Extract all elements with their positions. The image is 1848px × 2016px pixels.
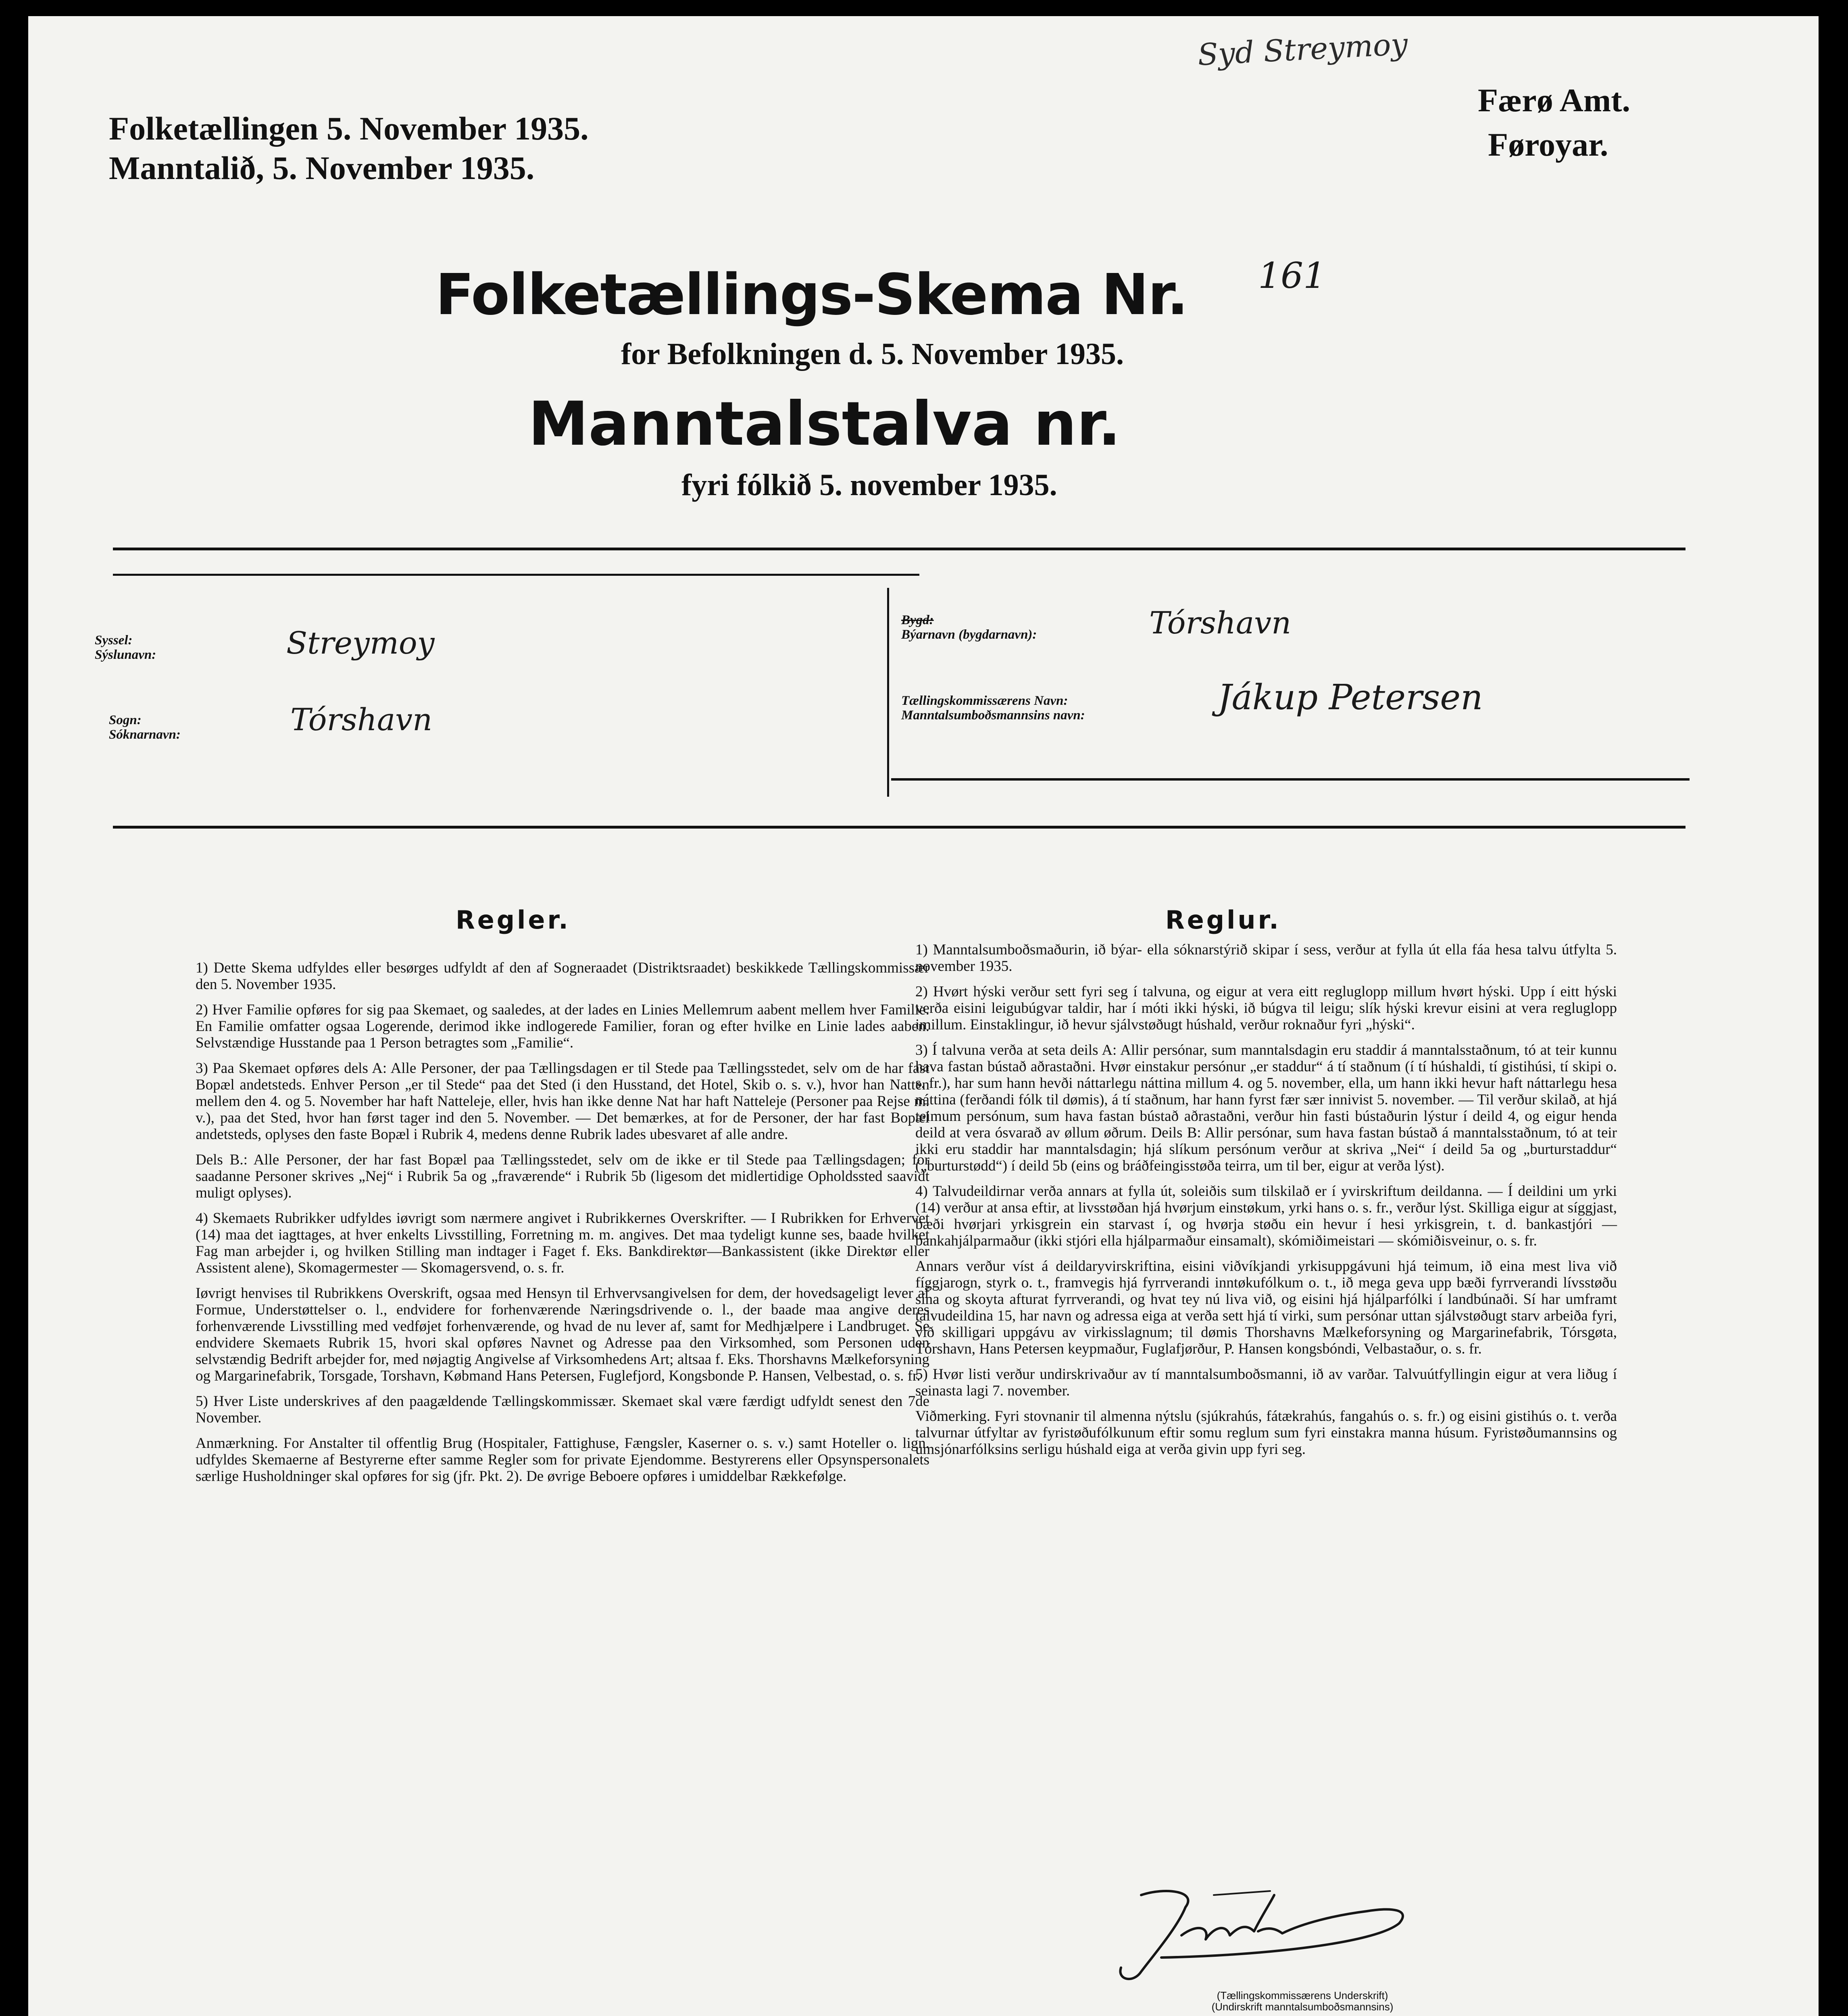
syssel-label-fo: Sýslunavn: [95, 648, 156, 662]
sogn-label-da: Sogn: [109, 713, 142, 727]
top-right-line1: Færø Amt. [1478, 82, 1631, 119]
rules-da-p4b: Iøvrigt henvises til Rubrikkens Overskrift, ogsaa med Hensyn til Erhvervsangivelsen for dem, der hovedsageligt lever af Formue, Understøttelser o. l., endvidere for forhenværende Næringsdrivende o. l., der baade maa angive deres forhenværende Livsstilling med vedføjet forhenværende, og hvad de nu lever af, samt for Medhjælpere i Landbruget. Se endvidere Skemaets Rubrik 15, hvori skal opføres Navnet og Adresse paa den Virksomhed, som Personen uden selvstændig Bedrift arbejder for, med nøjagtig Angivelse af Virksomhedens Art; altsaa f. Eks. Thorshavns Mælkeforsyning og Margarinefabrik, Torsgade, Torshavn, Købmand Hans Petersen, Fuglefjord, Kongsbonde P. Hansen, Velbestad, o. s. fr. [196, 1285, 929, 1384]
rule-top [113, 548, 1685, 550]
commissioner-value: Jákup Petersen [1218, 677, 1483, 718]
signature-caption-da: (Tællingskommissærens Underskrift) [1217, 1989, 1388, 2001]
top-left-line2: Manntalið, 5. November 1935. [109, 150, 535, 186]
bygd-label-fo: Býarnavn (bygdarnavn): [901, 627, 1037, 642]
rules-da-p3: 3) Paa Skemaet opføres dels A: Alle Personer, der paa Tællingsdagen er til Stede paa Tællingsstedet, selv om de har fast Bopæl andetsteds. Enhver Person „er til Stede“ paa det Sted (i den Husstand, det Hotel, Skib o. s. v.), hvor han Natten mellem den 4. og 5. November har haft Natteleje, eller, hvis han ikke denne Nat har haft Natteleje (Personer paa Rejse m. v.), paa det Sted, hvor han først tager ind den 5. November. — Det bemærkes, at for de Personer, der har fast Bopæl andetsteds, oplyses den faste Bopæl i Rubrik 4, medens denne Rubrik lades ubesvaret af alle andre. [196, 1060, 929, 1143]
rules-da-p5: 5) Hver Liste underskrives af den paagældende Tællingskommissær. Skemaet skal være færdigt udfyldt senest den 7de November. [196, 1393, 929, 1426]
rules-da-body [196, 960, 929, 1493]
top-left-line1: Folketællingen 5. November 1935. [109, 110, 589, 147]
commissioner-label-da: Tællingskommissærens Navn: [901, 694, 1068, 708]
top-handwritten-note: Syd Streymoy [1197, 27, 1409, 73]
faroese-subtitle: fyri fólkið 5. november 1935. [681, 468, 1057, 502]
rules-da-title: Regler. [456, 905, 571, 935]
rules-fo-p4: 4) Talvudeildirnar verða annars at fylla út, soleiðis sum tilskilað er í yvirskriftum deildanna. — Í deildini um yrki (14) verður at ansa eftir, at livsstøðan hjá hvørjum einstøkum, yrki hans o. s. fr., verður lýst. Skilliga eigur at síggjast, bæði hvørjari yrkisgrein ein starvast í, og hvørja støðu ein hevur í hesi yrkisgrein, t. d. bankastjóri — bankahjálparmaður (ikki stjóri ella hjálparmaður einsamalt), skómiðimeistari — skómiðisveinur, o. s. fr. [915, 1183, 1617, 1249]
rules-fo-p1: 1) Manntalsumboðsmaðurin, ið býar- ella sóknarstýrið skipar í sess, verður at fylla út ella fáa hesa talvu útfylta 5. november 1935. [915, 941, 1617, 975]
sogn-value: Tórshavn [290, 702, 433, 737]
rules-da-p3b: Dels B.: Alle Personer, der har fast Bopæl paa Tællingsstedet, selv om de ikke er til Stede paa Tællingsdagen; for saadanne Personer skrives „Nej“ i Rubrik 5a og „fraværende“ i Rubrik 5b (ligesom det midlertidige Opholdssted saavidt muligt oplyses). [196, 1152, 929, 1201]
rules-fo-p4b: Annars verður víst á deildaryvirskriftina, eisini viðvíkjandi yrkisuppgávuni hjá teimum, ið eina mest liva við fíggjarogn, styrk o. t., framvegis hjá fyrrverandi inntøkufólkum o. t., ið mega geva upp bæði fyrrverandi lívsstøðu sína og skoyta afturat fyrrverandi, og hvat tey nú liva við, og eisini hjá hjálparfólki í landbúnaði. Sí har umframt talvudeildina 15, har navn og adressa eiga at verða sett hjá tí virki, sum persónar uttan sjálvstøðugt starv arbeiða fyri, við skilligari uppgávu av virkisslagnum; til dømis Thorshavns Mælkeforsyning og Margarinefabrik, Tórsgøta, Tórshavn, Hans Petersen keypmaður, Fuglafjørður, P. Hansen kongsbóndi, Velbastaður, o. s. fr. [915, 1258, 1617, 1357]
rule-mid-right [891, 778, 1690, 781]
commissioner-label-fo: Manntalsumboðsmannsins navn: [901, 708, 1085, 723]
faroese-title: Manntalstalva nr. [528, 389, 1121, 459]
rules-fo-body [915, 941, 1617, 1466]
top-right-line2: Føroyar. [1488, 126, 1608, 163]
rules-fo-p5: 5) Hvør listi verður undirskrivaður av tí manntalsumboðsmanni, ið av varðar. Talvuútfyllingin eigur at vera liðug í seinasta lagi 7. november. [915, 1366, 1617, 1399]
rules-fo-p3: 3) Í talvuna verða at seta deils A: Allir persónar, sum manntalsdagin eru staddir á manntalsstaðnum, tó at teir kunnu hava fastan bústað aðrastaðni. Hvør einstakur persónur „er staddur“ á tí staðnum (í tí húshaldi, tí gistihúsi, tí skipi o. s. fr.), har sum hann hevði náttarlegu náttina millum 4. og 5. november, ella, um hann ikki hevur haft náttarlegu hesa náttina (ferðandi fólk til dømis), á tí staðnum, har hann fyrst fær sær innivist 5. november. — Til verður skilað, at hjá teimum persónum, sum hava fastan bústað aðrastaðni, verður hin fasti bústaðurin lýstur í deild 4, og eigur henda deild at vera ósvarað av øllum øðrum. Deils B: Allir persónar, sum hava fastan bústað á manntalsstaðnum, tó at teir ikki eru staddir har manntalsdagin; hjá slíkum persónum verður at skriva „Nei“ í deild 5a og „burturstaddur“ („burturstødd“) í deild 5b (eins og bráðfeingisstøða teirra, um til ber, eigur at verða lýst). [915, 1042, 1617, 1174]
census-form-sheet [28, 16, 1819, 2016]
rules-da-p1: 1) Dette Skema udfyldes eller besørges udfyldt af den af Sogneraadet (Distriktsraadet) beskikkede Tællingskommissær den 5. November 1935. [196, 960, 929, 993]
signature-caption [1161, 1990, 1444, 2012]
form-subtitle: for Befolkningen d. 5. November 1935. [621, 337, 1124, 371]
rule-top-left [113, 574, 919, 576]
commissioner-signature [1093, 1879, 1528, 2000]
rules-da-note: Anmærkning. For Anstalter til offentlig Brug (Hospitaler, Fattighuse, Fængsler, Kaserner o. s. v.) samt Hoteller o. lign. udfyldes Skemaerne af Bestyrerne efter samme Regler som for private Ejendomme. Bestyrerens eller Opsynspersonalets særlige Husholdninger skal opføres for sig (jfr. Pkt. 2). De øvrige Beboere opføres i umiddelbar Rækkefølge. [196, 1435, 929, 1485]
syssel-label-da: Syssel: [95, 633, 133, 648]
rules-fo-p2: 2) Hvørt hýski verður sett fyri seg í talvuna, og eigur at vera eitt regluglopp millum hvørt hýski. Upp í eitt hýski verða eisini leigubúgvar taldir, har í móti ikki hýski, ið búgva til leigu; slík hýski krevur eisini at vera regluglopp imillum. Einstaklingur, ið hevur sjálvstøðugt húshald, verður roknaður fyri „hýski“. [915, 983, 1617, 1033]
rule-vertical-divider [887, 588, 889, 797]
rules-fo-note: Viðmerking. Fyri stovnanir til almenna nýtslu (sjúkrahús, fátækrahús, fangahús o. s. fr.) og eisini gistihús o. t. verða talvurnar útfyltar av fyristøðufólkunum eftir somu reglum sum fyri einstakra manna húsum. Fyristøðumannsins og umsjónarfólksins serligu húshald eiga at verða givin upp fyri seg. [915, 1408, 1617, 1458]
sogn-label-fo: Sóknarnavn: [109, 727, 181, 742]
rules-da-p2: 2) Hver Familie opføres for sig paa Skemaet, og saaledes, at der lades en Linies Mellemrum aabent mellem hver Familie. En Familie omfatter ogsaa Logerende, derimod ikke indlogerede Familier, foran og efter hvilke en Linie lades aaben. Selvstændige Husstande paa 1 Person betragtes som „Familie“. [196, 1002, 929, 1051]
form-number: 161 [1258, 255, 1326, 296]
syssel-value: Streymoy [286, 625, 435, 661]
rules-da-p4: 4) Skemaets Rubrikker udfyldes iøvrigt som nærmere angivet i Rubrikkernes Overskrifter. — I Rubrikken for Erhvervet (14) maa det iagttages, at hver enkelts Livsstilling, Forretning m. m. angives. Det maa tydeligt kunne ses, baade hvilket Fag man arbejder i, og hvilken Stilling man indtager i Faget f. Eks. Bankdirektør—Bankassistent (ikke Direktør eller Assistent alene), Skomagermester — Skomagersvend, o. s. fr. [196, 1210, 929, 1276]
rule-bottom [113, 826, 1685, 829]
signature-caption-fo: (Undirskrift manntalsumboðsmannsins) [1211, 2001, 1394, 2013]
bygd-value: Tórshavn [1149, 605, 1292, 641]
form-title: Folketællings-Skema Nr. [435, 262, 1188, 328]
bygd-label-struck: Bygd: [901, 613, 934, 627]
rules-fo-title: Reglur. [1165, 905, 1281, 935]
